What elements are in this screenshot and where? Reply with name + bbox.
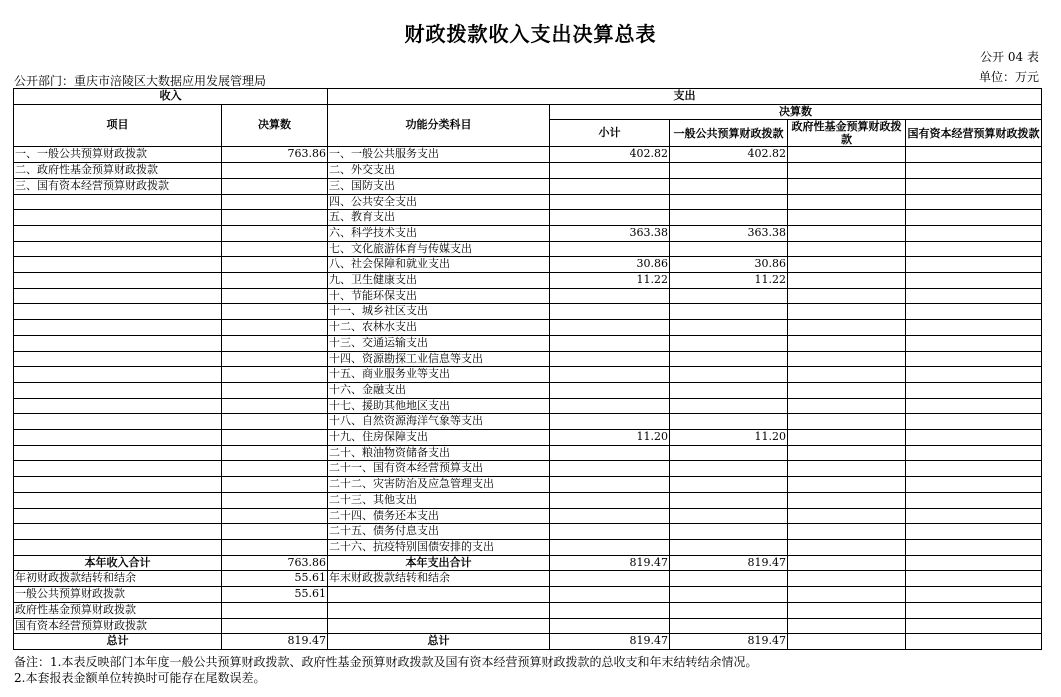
income-amount <box>222 288 328 304</box>
carry-expense-state-capital <box>906 571 1042 587</box>
expense-general <box>670 178 788 194</box>
expense-subtotal: 11.22 <box>550 273 670 289</box>
expense-general <box>670 508 788 524</box>
income-amount <box>222 257 328 273</box>
expense-category: 十三、交通运输支出 <box>328 335 550 351</box>
carry-expense-fund <box>788 571 906 587</box>
carry-expense-general <box>670 571 788 587</box>
expense-category: 二十六、抗疫特别国债安排的支出 <box>328 539 550 555</box>
expense-general <box>670 351 788 367</box>
income-amount <box>222 241 328 257</box>
expense-header: 支出 <box>328 89 1042 105</box>
table-row <box>14 273 1042 289</box>
final-group-header: 决算数 <box>550 104 1042 120</box>
final-amount-header: 决算数 <box>222 104 328 147</box>
income-item: 二、政府性基金预算财政拨款 <box>14 163 222 179</box>
expense-fund <box>788 257 906 273</box>
expense-fund <box>788 210 906 226</box>
expense-general <box>670 241 788 257</box>
expense-fund <box>788 178 906 194</box>
income-item <box>14 492 222 508</box>
table-row <box>14 178 1042 194</box>
expense-category: 五、教育支出 <box>328 210 550 226</box>
expense-subtotal <box>550 335 670 351</box>
expense-fund <box>788 367 906 383</box>
table-row <box>14 147 1042 163</box>
expense-category: 二、外交支出 <box>328 163 550 179</box>
carry-expense-item <box>328 618 550 634</box>
year-income-amount: 763.86 <box>222 555 328 571</box>
expense-state-capital <box>906 178 1042 194</box>
carry-expense-item <box>328 602 550 618</box>
table-row <box>14 508 1042 524</box>
expense-category: 十、节能环保支出 <box>328 288 550 304</box>
carry-row <box>14 602 1042 618</box>
carry-expense-subtotal <box>550 587 670 603</box>
income-amount <box>222 194 328 210</box>
expense-fund <box>788 539 906 555</box>
expense-category: 二十三、其他支出 <box>328 492 550 508</box>
expense-category: 十一、城乡社区支出 <box>328 304 550 320</box>
expense-fund <box>788 320 906 336</box>
expense-general <box>670 382 788 398</box>
fund-header: 政府性基金预算财政拨款 <box>788 120 906 147</box>
expense-fund <box>788 508 906 524</box>
income-item <box>14 382 222 398</box>
income-item <box>14 351 222 367</box>
income-amount <box>222 508 328 524</box>
income-amount <box>222 539 328 555</box>
carry-expense-state-capital <box>906 618 1042 634</box>
expense-general <box>670 163 788 179</box>
expense-category: 十二、农林水支出 <box>328 320 550 336</box>
income-item <box>14 241 222 257</box>
grand-expense-fund <box>788 634 906 650</box>
expense-fund <box>788 304 906 320</box>
expense-fund <box>788 414 906 430</box>
expense-general <box>670 414 788 430</box>
expense-fund <box>788 382 906 398</box>
table-row <box>14 477 1042 493</box>
year-total-row <box>14 555 1042 571</box>
carry-row <box>14 587 1042 603</box>
carry-row <box>14 618 1042 634</box>
expense-general: 363.38 <box>670 225 788 241</box>
expense-state-capital <box>906 335 1042 351</box>
table-row <box>14 398 1042 414</box>
expense-category: 十七、援助其他地区支出 <box>328 398 550 414</box>
year-expense-general: 819.47 <box>670 555 788 571</box>
expense-category: 二十、粮油物资储备支出 <box>328 445 550 461</box>
expense-category: 十五、商业服务业等支出 <box>328 367 550 383</box>
income-item: 三、国有资本经营预算财政拨款 <box>14 178 222 194</box>
income-item <box>14 304 222 320</box>
grand-total-row <box>14 634 1042 650</box>
expense-general <box>670 492 788 508</box>
carry-income-item: 政府性基金预算财政拨款 <box>14 602 222 618</box>
table-row <box>14 288 1042 304</box>
expense-general <box>670 477 788 493</box>
expense-category: 二十二、灾害防治及应急管理支出 <box>328 477 550 493</box>
expense-general: 11.22 <box>670 273 788 289</box>
income-amount <box>222 163 328 179</box>
expense-subtotal <box>550 382 670 398</box>
grand-income-label: 总计 <box>14 634 222 650</box>
expense-subtotal <box>550 351 670 367</box>
expense-fund <box>788 225 906 241</box>
income-item <box>14 539 222 555</box>
expense-general <box>670 335 788 351</box>
income-amount <box>222 351 328 367</box>
expense-category: 二十五、债务付息支出 <box>328 524 550 540</box>
expense-state-capital <box>906 414 1042 430</box>
grand-income-amount: 819.47 <box>222 634 328 650</box>
carry-expense-subtotal <box>550 571 670 587</box>
carry-income-item: 国有资本经营预算财政拨款 <box>14 618 222 634</box>
expense-fund <box>788 461 906 477</box>
expense-subtotal <box>550 508 670 524</box>
year-expense-state-capital <box>906 555 1042 571</box>
table-row <box>14 367 1042 383</box>
expense-category: 四、公共安全支出 <box>328 194 550 210</box>
table-row <box>14 163 1042 179</box>
expense-state-capital <box>906 382 1042 398</box>
expense-general <box>670 445 788 461</box>
expense-subtotal <box>550 163 670 179</box>
item-header: 项目 <box>14 104 222 147</box>
income-item <box>14 273 222 289</box>
income-item <box>14 367 222 383</box>
expense-general <box>670 320 788 336</box>
expense-category: 九、卫生健康支出 <box>328 273 550 289</box>
expense-fund <box>788 524 906 540</box>
income-amount <box>222 477 328 493</box>
general-header: 一般公共预算财政拨款 <box>670 120 788 147</box>
year-expense-fund <box>788 555 906 571</box>
table-row <box>14 225 1042 241</box>
expense-state-capital <box>906 241 1042 257</box>
income-item <box>14 335 222 351</box>
income-header: 收入 <box>14 89 328 105</box>
expense-category: 六、科学技术支出 <box>328 225 550 241</box>
income-amount <box>222 414 328 430</box>
income-item <box>14 225 222 241</box>
carry-income-item: 年初财政拨款结转和结余 <box>14 571 222 587</box>
expense-subtotal <box>550 539 670 555</box>
table-row <box>14 414 1042 430</box>
expense-category: 八、社会保障和就业支出 <box>328 257 550 273</box>
income-amount <box>222 430 328 446</box>
income-amount <box>222 335 328 351</box>
expense-state-capital <box>906 288 1042 304</box>
expense-state-capital <box>906 508 1042 524</box>
table-row <box>14 524 1042 540</box>
income-amount <box>222 398 328 414</box>
grand-expense-subtotal: 819.47 <box>550 634 670 650</box>
carry-income-amount <box>222 618 328 634</box>
carry-expense-general <box>670 602 788 618</box>
carry-row <box>14 571 1042 587</box>
expense-state-capital <box>906 351 1042 367</box>
income-item <box>14 508 222 524</box>
expense-fund <box>788 288 906 304</box>
table-row <box>14 241 1042 257</box>
carry-expense-fund <box>788 587 906 603</box>
expense-subtotal <box>550 194 670 210</box>
category-header: 功能分类科目 <box>328 104 550 147</box>
table-row <box>14 351 1042 367</box>
income-amount <box>222 225 328 241</box>
expense-subtotal <box>550 492 670 508</box>
carry-expense-item <box>328 587 550 603</box>
expense-state-capital <box>906 257 1042 273</box>
expense-subtotal <box>550 288 670 304</box>
expense-category: 十九、住房保障支出 <box>328 430 550 446</box>
income-amount <box>222 382 328 398</box>
expense-general: 30.86 <box>670 257 788 273</box>
expense-state-capital <box>906 445 1042 461</box>
income-item <box>14 194 222 210</box>
expense-subtotal <box>550 304 670 320</box>
expense-subtotal: 363.38 <box>550 225 670 241</box>
expense-category: 二十一、国有资本经营预算支出 <box>328 461 550 477</box>
expense-general: 402.82 <box>670 147 788 163</box>
expense-general <box>670 398 788 414</box>
table-row <box>14 210 1042 226</box>
expense-state-capital <box>906 163 1042 179</box>
expense-state-capital <box>906 367 1042 383</box>
expense-category: 三、国防支出 <box>328 178 550 194</box>
carry-expense-fund <box>788 602 906 618</box>
year-income-label: 本年收入合计 <box>14 555 222 571</box>
income-item <box>14 288 222 304</box>
table-row <box>14 257 1042 273</box>
table-row <box>14 320 1042 336</box>
expense-subtotal <box>550 414 670 430</box>
income-amount: 763.86 <box>222 147 328 163</box>
grand-expense-state-capital <box>906 634 1042 650</box>
expense-general <box>670 288 788 304</box>
expense-general <box>670 210 788 226</box>
expense-subtotal <box>550 178 670 194</box>
expense-general <box>670 194 788 210</box>
expense-category: 二十四、债务还本支出 <box>328 508 550 524</box>
state-capital-header: 国有资本经营预算财政拨款 <box>906 120 1042 147</box>
income-item <box>14 445 222 461</box>
expense-subtotal <box>550 477 670 493</box>
income-item <box>14 524 222 540</box>
carry-expense-fund <box>788 618 906 634</box>
carry-expense-subtotal <box>550 618 670 634</box>
table-row <box>14 382 1042 398</box>
income-amount <box>222 178 328 194</box>
subtotal-header: 小计 <box>550 120 670 147</box>
expense-general <box>670 539 788 555</box>
grand-expense-label: 总计 <box>328 634 550 650</box>
expense-category: 七、文化旅游体育与传媒支出 <box>328 241 550 257</box>
income-amount <box>222 304 328 320</box>
table-row <box>14 445 1042 461</box>
expense-state-capital <box>906 320 1042 336</box>
expense-state-capital <box>906 492 1042 508</box>
year-expense-label: 本年支出合计 <box>328 555 550 571</box>
carry-income-amount <box>222 602 328 618</box>
carry-expense-state-capital <box>906 602 1042 618</box>
table-row <box>14 194 1042 210</box>
expense-subtotal: 30.86 <box>550 257 670 273</box>
notes <box>14 654 757 686</box>
expense-fund <box>788 335 906 351</box>
expense-state-capital <box>906 273 1042 289</box>
table-row <box>14 304 1042 320</box>
expense-category: 一、一般公共服务支出 <box>328 147 550 163</box>
expense-general <box>670 524 788 540</box>
form-code: 公开 04 表 <box>980 50 1039 64</box>
expense-general <box>670 367 788 383</box>
income-item <box>14 461 222 477</box>
expense-category: 十八、自然资源海洋气象等支出 <box>328 414 550 430</box>
income-item <box>14 414 222 430</box>
income-amount <box>222 273 328 289</box>
carry-income-amount: 55.61 <box>222 587 328 603</box>
carry-expense-item: 年末财政拨款结转和结余 <box>328 571 550 587</box>
expense-subtotal: 11.20 <box>550 430 670 446</box>
expense-state-capital <box>906 304 1042 320</box>
year-expense-subtotal: 819.47 <box>550 555 670 571</box>
expense-subtotal: 402.82 <box>550 147 670 163</box>
income-amount <box>222 367 328 383</box>
expense-category: 十四、资源勘探工业信息等支出 <box>328 351 550 367</box>
expense-subtotal <box>550 461 670 477</box>
income-item: 一、一般公共预算财政拨款 <box>14 147 222 163</box>
expense-state-capital <box>906 477 1042 493</box>
note-line: 2.本套报表金额单位转换时可能存在尾数误差。 <box>14 671 266 685</box>
table-row <box>14 335 1042 351</box>
income-item <box>14 320 222 336</box>
expense-subtotal <box>550 241 670 257</box>
table-row <box>14 492 1042 508</box>
income-amount <box>222 445 328 461</box>
carry-income-amount: 55.61 <box>222 571 328 587</box>
expense-state-capital <box>906 524 1042 540</box>
income-amount <box>222 461 328 477</box>
report-title: 财政拨款收入支出决算总表 <box>404 22 657 46</box>
note-line: 备注：1.本表反映部门本年度一般公共预算财政拨款、政府性基金预算财政拨款及国有资本经营预算财政拨款的总收支和年末结转结余情况。 <box>14 655 758 669</box>
income-amount <box>222 492 328 508</box>
expense-fund <box>788 147 906 163</box>
expense-subtotal <box>550 398 670 414</box>
budget-table <box>13 88 1042 650</box>
expense-fund <box>788 398 906 414</box>
expense-general <box>670 461 788 477</box>
expense-subtotal <box>550 367 670 383</box>
income-amount <box>222 524 328 540</box>
table-row <box>14 430 1042 446</box>
income-amount <box>222 210 328 226</box>
expense-state-capital <box>906 147 1042 163</box>
expense-general: 11.20 <box>670 430 788 446</box>
expense-fund <box>788 445 906 461</box>
expense-state-capital <box>906 194 1042 210</box>
expense-subtotal <box>550 445 670 461</box>
expense-subtotal <box>550 524 670 540</box>
expense-fund <box>788 351 906 367</box>
expense-fund <box>788 430 906 446</box>
income-item <box>14 257 222 273</box>
expense-state-capital <box>906 430 1042 446</box>
grand-expense-general: 819.47 <box>670 634 788 650</box>
expense-fund <box>788 194 906 210</box>
expense-subtotal <box>550 320 670 336</box>
expense-fund <box>788 273 906 289</box>
income-item <box>14 210 222 226</box>
expense-subtotal <box>550 210 670 226</box>
carry-expense-general <box>670 618 788 634</box>
expense-fund <box>788 241 906 257</box>
expense-state-capital <box>906 225 1042 241</box>
expense-fund <box>788 163 906 179</box>
expense-category: 十六、金融支出 <box>328 382 550 398</box>
expense-fund <box>788 477 906 493</box>
income-item <box>14 477 222 493</box>
income-amount <box>222 320 328 336</box>
expense-state-capital <box>906 210 1042 226</box>
expense-state-capital <box>906 539 1042 555</box>
expense-state-capital <box>906 461 1042 477</box>
carry-income-item: 一般公共预算财政拨款 <box>14 587 222 603</box>
table-row <box>14 539 1042 555</box>
expense-general <box>670 304 788 320</box>
expense-state-capital <box>906 398 1042 414</box>
expense-fund <box>788 492 906 508</box>
unit-label: 单位：万元 <box>978 70 1039 84</box>
carry-expense-subtotal <box>550 602 670 618</box>
income-item <box>14 398 222 414</box>
table-row <box>14 461 1042 477</box>
income-item <box>14 430 222 446</box>
department-label: 公开部门：重庆市涪陵区大数据应用发展管理局 <box>14 74 267 88</box>
carry-expense-state-capital <box>906 587 1042 603</box>
carry-expense-general <box>670 587 788 603</box>
